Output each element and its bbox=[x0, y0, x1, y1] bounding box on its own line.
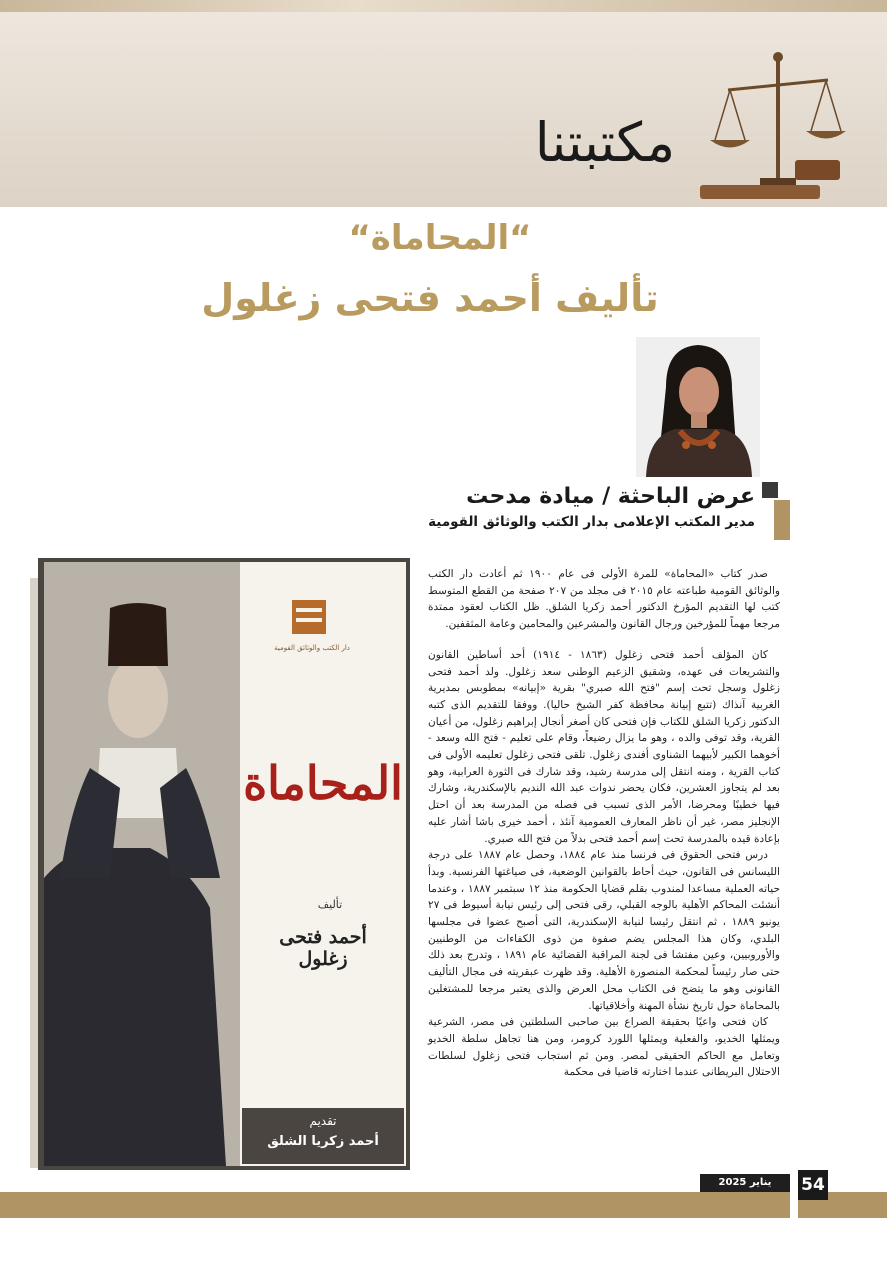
header-top-line bbox=[0, 0, 887, 12]
article-title-line1: “المحاماة“ bbox=[348, 218, 532, 258]
author-photo bbox=[636, 337, 760, 477]
decorative-squares bbox=[762, 482, 790, 542]
book-intro-name: أحمد زكريا الشلق bbox=[267, 1134, 379, 1149]
paragraph-3: درس فتحى الحقوق فى فرنسا منذ عام ١٨٨٤، وحصل عام ١٨٨٧ على درجة الليسانس فى القانون، حيث أحاط بالقوانين الوضعية، فى صياغتها الفرنسية. وبدأ حياته العملية مساعدا لمندوب بقلم قضايا الحكومة منذ ١٢ سبتمبر ١٨٨٧ ، وعندما أنشئت المحاكم الأهلية بالوجه القبلي، رقى فتحى إلى رئيس نيابة أسيوط فى ٢٧ يونيو ١٨٨٩ ، ثم انتقل رئيسا لنيابة الإسكندرية، التى أصبح عضوا فى مجلسها البلدي، وكان هذا المجلس يضم صفوة من ذوى الكفاءات من الوطنيين والأوروبيين، وعين مفتشا فى لجنة المراقبة القضائية عام ١٨٩١ ، وتدرج بعد ذلك حتى صار رئيساً لمحكمة المنصورة الأهلية. وقد ظهرت عبقريته فى مجال التأليف القانونى وهو ما يتضح فى الكتاب محل العرض والذى يعتبر مرجعا للمشتغلين بالمحاماة حول تاريخ نشأة المهنة وأخلاقياتها. bbox=[428, 849, 780, 1012]
article-title-line2: تأليف أحمد فتحى زغلول bbox=[201, 276, 659, 320]
book-publisher: دار الكتب والوثائق القومية bbox=[274, 644, 350, 652]
book-author-name: أحمد فتحى زغلول bbox=[279, 926, 367, 970]
right-margin bbox=[860, 207, 887, 1192]
page-number: 54 bbox=[798, 1170, 828, 1200]
article-body bbox=[428, 566, 780, 1081]
book-title: المحاماة bbox=[243, 756, 403, 810]
footer-bar bbox=[0, 1192, 790, 1218]
book-cover-art bbox=[30, 548, 415, 1180]
scales-of-justice-icon bbox=[700, 45, 850, 205]
paragraph-2: كان المؤلف أحمد فتحى زغلول (١٨٦٣ - ١٩١٤) أحد أساطين القانون والتشريعات فى عهده، وشقيق الزعيم الوطنى سعد زغلول. ولد أحمد فتحى زغلول وسجل تحت إسم "فتح الله صبري" بقرية «إبيانه» بمطوبس بمديرية الغربية آنذاك (تتبع إبيانة محافظة كفر الشيخ حاليا). ووفقا للتقديم الذى كتبه الدكتور زكريا الشلق للكتاب فإن فتحى كان أصغر أنجال إبراهيم زغلول، من أعيان القرية، وقد توفى والده ، وهو ما يزال رضيعاً، وقام على تعليم - فتح الله وسعد - أخوهما الكبير لأبيهما الشناوى أفندى زغلول. تلقى فتحى زغلول تعليمه الأولى فى كتاب القرية ، ومنه انتقل إلى مدرسة رشيد، وقد شارك فى الثورة العرابية، وهو بعد لم يتجاوز العشرين، فكان يحضر ندوات عبد الله النديم بالإسكندرية، وشارك فيها خطيبًا ومحرضا، الأمر الذى تسبب فى فصله من المدرسة بعد أن احتل الإنجليز مصر، غير أن ناظر المعارف العمومية آنئذ ، أحمد خيرى باشا أشار عليه بإعادة قيده بالمدرسة تحت إسم أحمد فتحى بدلاً من فتح الله صبري. bbox=[428, 648, 780, 845]
book-cover bbox=[30, 548, 415, 1180]
book-intro-label: تقديم bbox=[309, 1114, 337, 1128]
author-role: مدير المكتب الإعلامى بدار الكتب والوثائق القومية bbox=[428, 514, 755, 530]
paragraph-4: كان فتحى واعيًا بحقيقة الصراع بين صاحبى السلطتين فى مصر، الشرعية ويمثلها الخديو، والفعلية ويمثلها اللورد كرومر، ومن هنا تجاهل سلطة الخديو وتعامل مع الحاكم الحقيقى لمصر. ومن ثم استجاب فتحى زغلول لسلطات الاحتلال البريطانى عندما اختارته قاضيا فى محكمة bbox=[428, 1016, 780, 1079]
book-author-label: تأليف bbox=[317, 898, 343, 911]
issue-date: يناير 2025 bbox=[700, 1174, 790, 1192]
paragraph-1: صدر كتاب «المحاماة» للمرة الأولى فى عام ١٩٠٠ ثم أعادت دار الكتب والوثائق القومية طباعته عام ٢٠١٥ فى مجلد من ٢٠٧ صفحة من القطع المتوسط كتب لها التقديم المؤرخ الدكتور أحمد زكريا الشلق. ظل الكتاب لعقود ممتدة مرجعا مهماً للمؤرخين ورجال القانون والمشرعين والمحامين وعامة المثقفين. bbox=[428, 568, 781, 631]
section-title: مكتبتنا bbox=[534, 111, 676, 174]
author-name: عرض الباحثة / ميادة مدحت bbox=[466, 484, 755, 509]
